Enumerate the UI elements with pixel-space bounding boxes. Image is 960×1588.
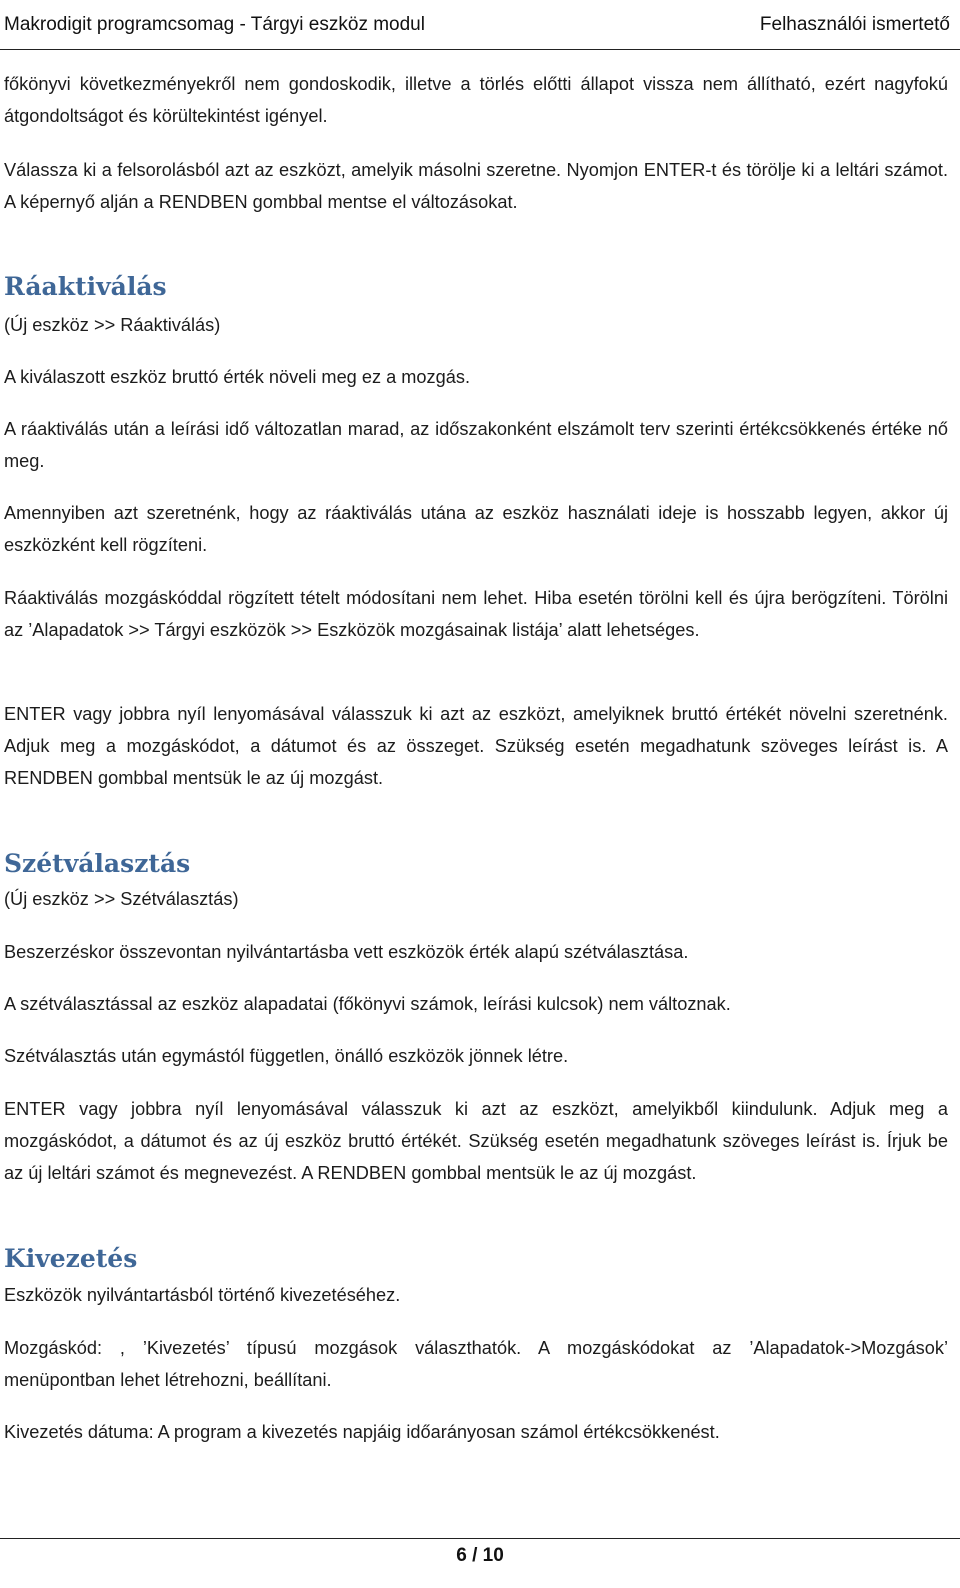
- szetvalasztas-paragraph-3: Szétválasztás után egymástól független, önálló eszközök jönnek létre.: [4, 1046, 569, 1066]
- header-subtitle: Felhasználói ismertető: [759, 13, 950, 35]
- szetvalasztas-paragraph-1: Beszerzéskor összevontan nyilvántartásba vett eszközök érték alapú szétválasztása.: [4, 942, 689, 962]
- section-path-szetvalasztas: (Új eszköz >> Szétválasztás): [4, 889, 239, 909]
- page-header: [0, 0, 960, 50]
- section-heading-szetvalasztas: Szétválasztás: [4, 849, 191, 878]
- raaktivalas-paragraph-4: Ráaktiválás mozgáskóddal rögzített tételt módosítani nem lehet. Hiba esetén törölni kell és újra berögzíteni. Törölni az ’Alapadatok >> Tárgyi eszközök >> Eszközök mozgásainak listája’ alatt lehetséges.: [4, 588, 948, 640]
- page-number: 6 / 10: [456, 1545, 504, 1566]
- raaktivalas-paragraph-1: A kiválaszott eszköz bruttó érték növeli meg ez a mozgás.: [4, 367, 471, 387]
- szetvalasztas-paragraph-2: A szétválasztással az eszköz alapadatai (főkönyvi számok, leírási kulcsok) nem változnak.: [4, 994, 731, 1014]
- raaktivalas-paragraph-5: ENTER vagy jobbra nyíl lenyomásával válasszuk ki azt az eszközt, amelyiknek bruttó értékét növelni szeretnénk. Adjuk meg a mozgáskódot, a dátumot és az összeget. Szükség esetén megadhatunk szöveges leírást is. A RENDBEN gombbal mentsük le az új mozgást.: [4, 704, 948, 788]
- kivezetes-paragraph-1: Eszközök nyilvántartásból történő kivezetéséhez.: [4, 1285, 401, 1305]
- kivezetes-paragraph-3: Kivezetés dátuma: A program a kivezetés napjáig időarányosan számol értékcsökkenést.: [4, 1422, 720, 1442]
- raaktivalas-paragraph-3: Amennyiben azt szeretnénk, hogy az ráaktiválás utána az eszköz használati ideje is hosszabb legyen, akkor új eszközként kell rögzíteni.: [4, 503, 948, 555]
- header-title: Makrodigit programcsomag - Tárgyi eszköz modul: [4, 13, 425, 35]
- szetvalasztas-paragraph-4: ENTER vagy jobbra nyíl lenyomásával válasszuk ki azt az eszközt, amelyikből kiindulunk. Adjuk meg a mozgáskódot, a dátumot és az új eszköz bruttó értékét. Szükség esetén megadhatunk szöveges leírást is. Írjuk be az új leltári számot és megnevezést. A RENDBEN gombbal mentsük le az új mozgást.: [4, 1099, 948, 1183]
- intro-paragraph-1: főkönyvi következményekről nem gondoskodik, illetve a törlés előtti állapot vissza nem állítható, ezért nagyfokú átgondoltságot és körültekintést igényel.: [4, 74, 948, 126]
- section-path-raaktivalas: (Új eszköz >> Ráaktiválás): [4, 315, 221, 335]
- section-heading-raaktivalas: Ráaktiválás: [4, 272, 167, 301]
- intro-paragraph-2: Válassza ki a felsorolásból azt az eszközt, amelyik másolni szeretne. Nyomjon ENTER-t és törölje ki a leltári számot. A képernyő alján a RENDBEN gombbal mentse el változásokat.: [4, 160, 948, 212]
- kivezetes-paragraph-2: Mozgáskód: , ’Kivezetés’ típusú mozgások választhatók. A mozgáskódokat az ’Alapadatok->Mozgások’ menüpontban lehet létrehozni, beállítani.: [4, 1338, 948, 1390]
- raaktivalas-paragraph-2: A ráaktiválás után a leírási idő változatlan marad, az időszakonként elszámolt terv szerinti értékcsökkenés értéke nő meg.: [4, 419, 948, 471]
- footer-divider: [0, 1538, 960, 1539]
- section-heading-kivezetes: Kivezetés: [4, 1244, 138, 1273]
